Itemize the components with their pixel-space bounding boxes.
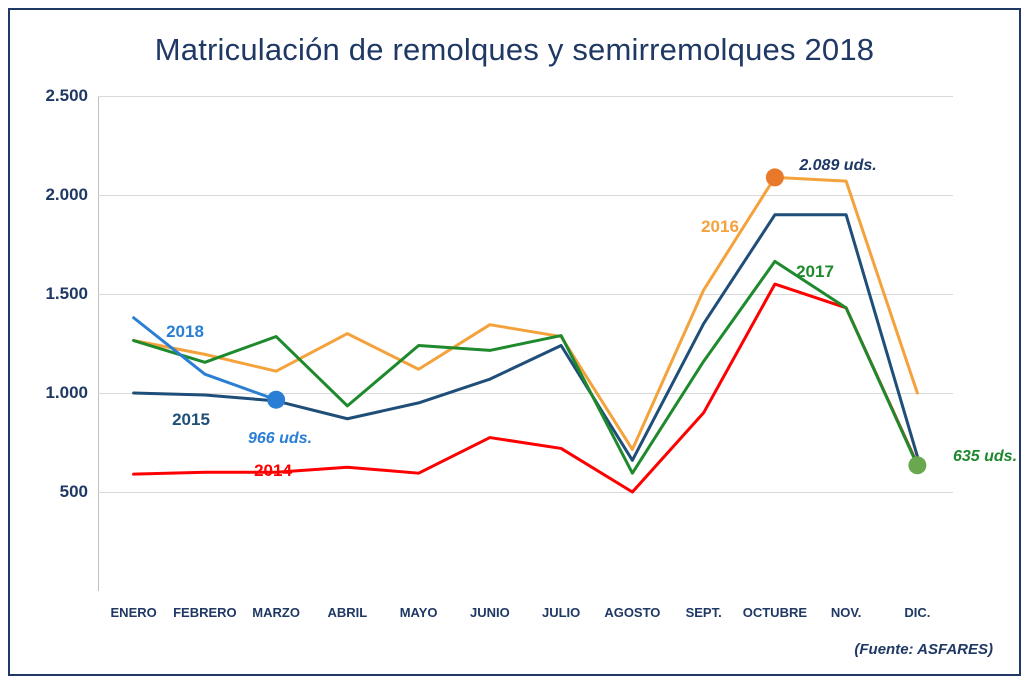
x-tick-label: JULIO bbox=[541, 605, 581, 620]
data-point-marker bbox=[766, 168, 784, 186]
x-tick-label: SEPT. bbox=[685, 605, 722, 620]
x-tick-label: MAYO bbox=[399, 605, 438, 620]
y-tick-label: 500 bbox=[59, 482, 88, 501]
chart-title: Matriculación de remolques y semirremolques 2018 bbox=[154, 32, 875, 67]
y-tick-label: 1.500 bbox=[45, 284, 88, 303]
series-line bbox=[134, 284, 918, 492]
series-label: 2014 bbox=[254, 461, 292, 480]
data-point-marker bbox=[267, 391, 285, 409]
x-tick-label: FEBRERO bbox=[173, 605, 237, 620]
x-tick-label: ABRIL bbox=[327, 605, 368, 620]
series-label: 2017 bbox=[796, 262, 834, 281]
y-tick-label: 2.000 bbox=[45, 185, 88, 204]
x-tick-label: MARZO bbox=[252, 605, 300, 620]
series-line bbox=[134, 215, 918, 461]
x-tick-label: DIC. bbox=[904, 605, 931, 620]
series-label: 2015 bbox=[172, 410, 210, 429]
value-annotation: 966 uds. bbox=[247, 430, 313, 447]
series-line bbox=[134, 318, 277, 400]
y-tick-label: 1.000 bbox=[45, 383, 88, 402]
series-label: 2018 bbox=[166, 322, 204, 341]
value-annotation: 635 uds. bbox=[952, 448, 1018, 465]
series-line bbox=[134, 177, 918, 449]
plot-area bbox=[45, 86, 1018, 620]
x-tick-label: AGOSTO bbox=[604, 605, 661, 620]
x-tick-label: OCTUBRE bbox=[742, 605, 808, 620]
chart-frame bbox=[8, 8, 1021, 676]
data-point-marker bbox=[908, 456, 926, 474]
x-tick-label: ENERO bbox=[110, 605, 157, 620]
series-label: 2016 bbox=[701, 217, 739, 236]
x-tick-label: NOV. bbox=[830, 605, 862, 620]
source-note: (Fuente: ASFARES) bbox=[854, 641, 993, 658]
value-annotation: 2.089 uds. bbox=[799, 157, 877, 174]
x-tick-label: JUNIO bbox=[470, 605, 510, 620]
y-tick-label: 2.500 bbox=[45, 86, 88, 105]
